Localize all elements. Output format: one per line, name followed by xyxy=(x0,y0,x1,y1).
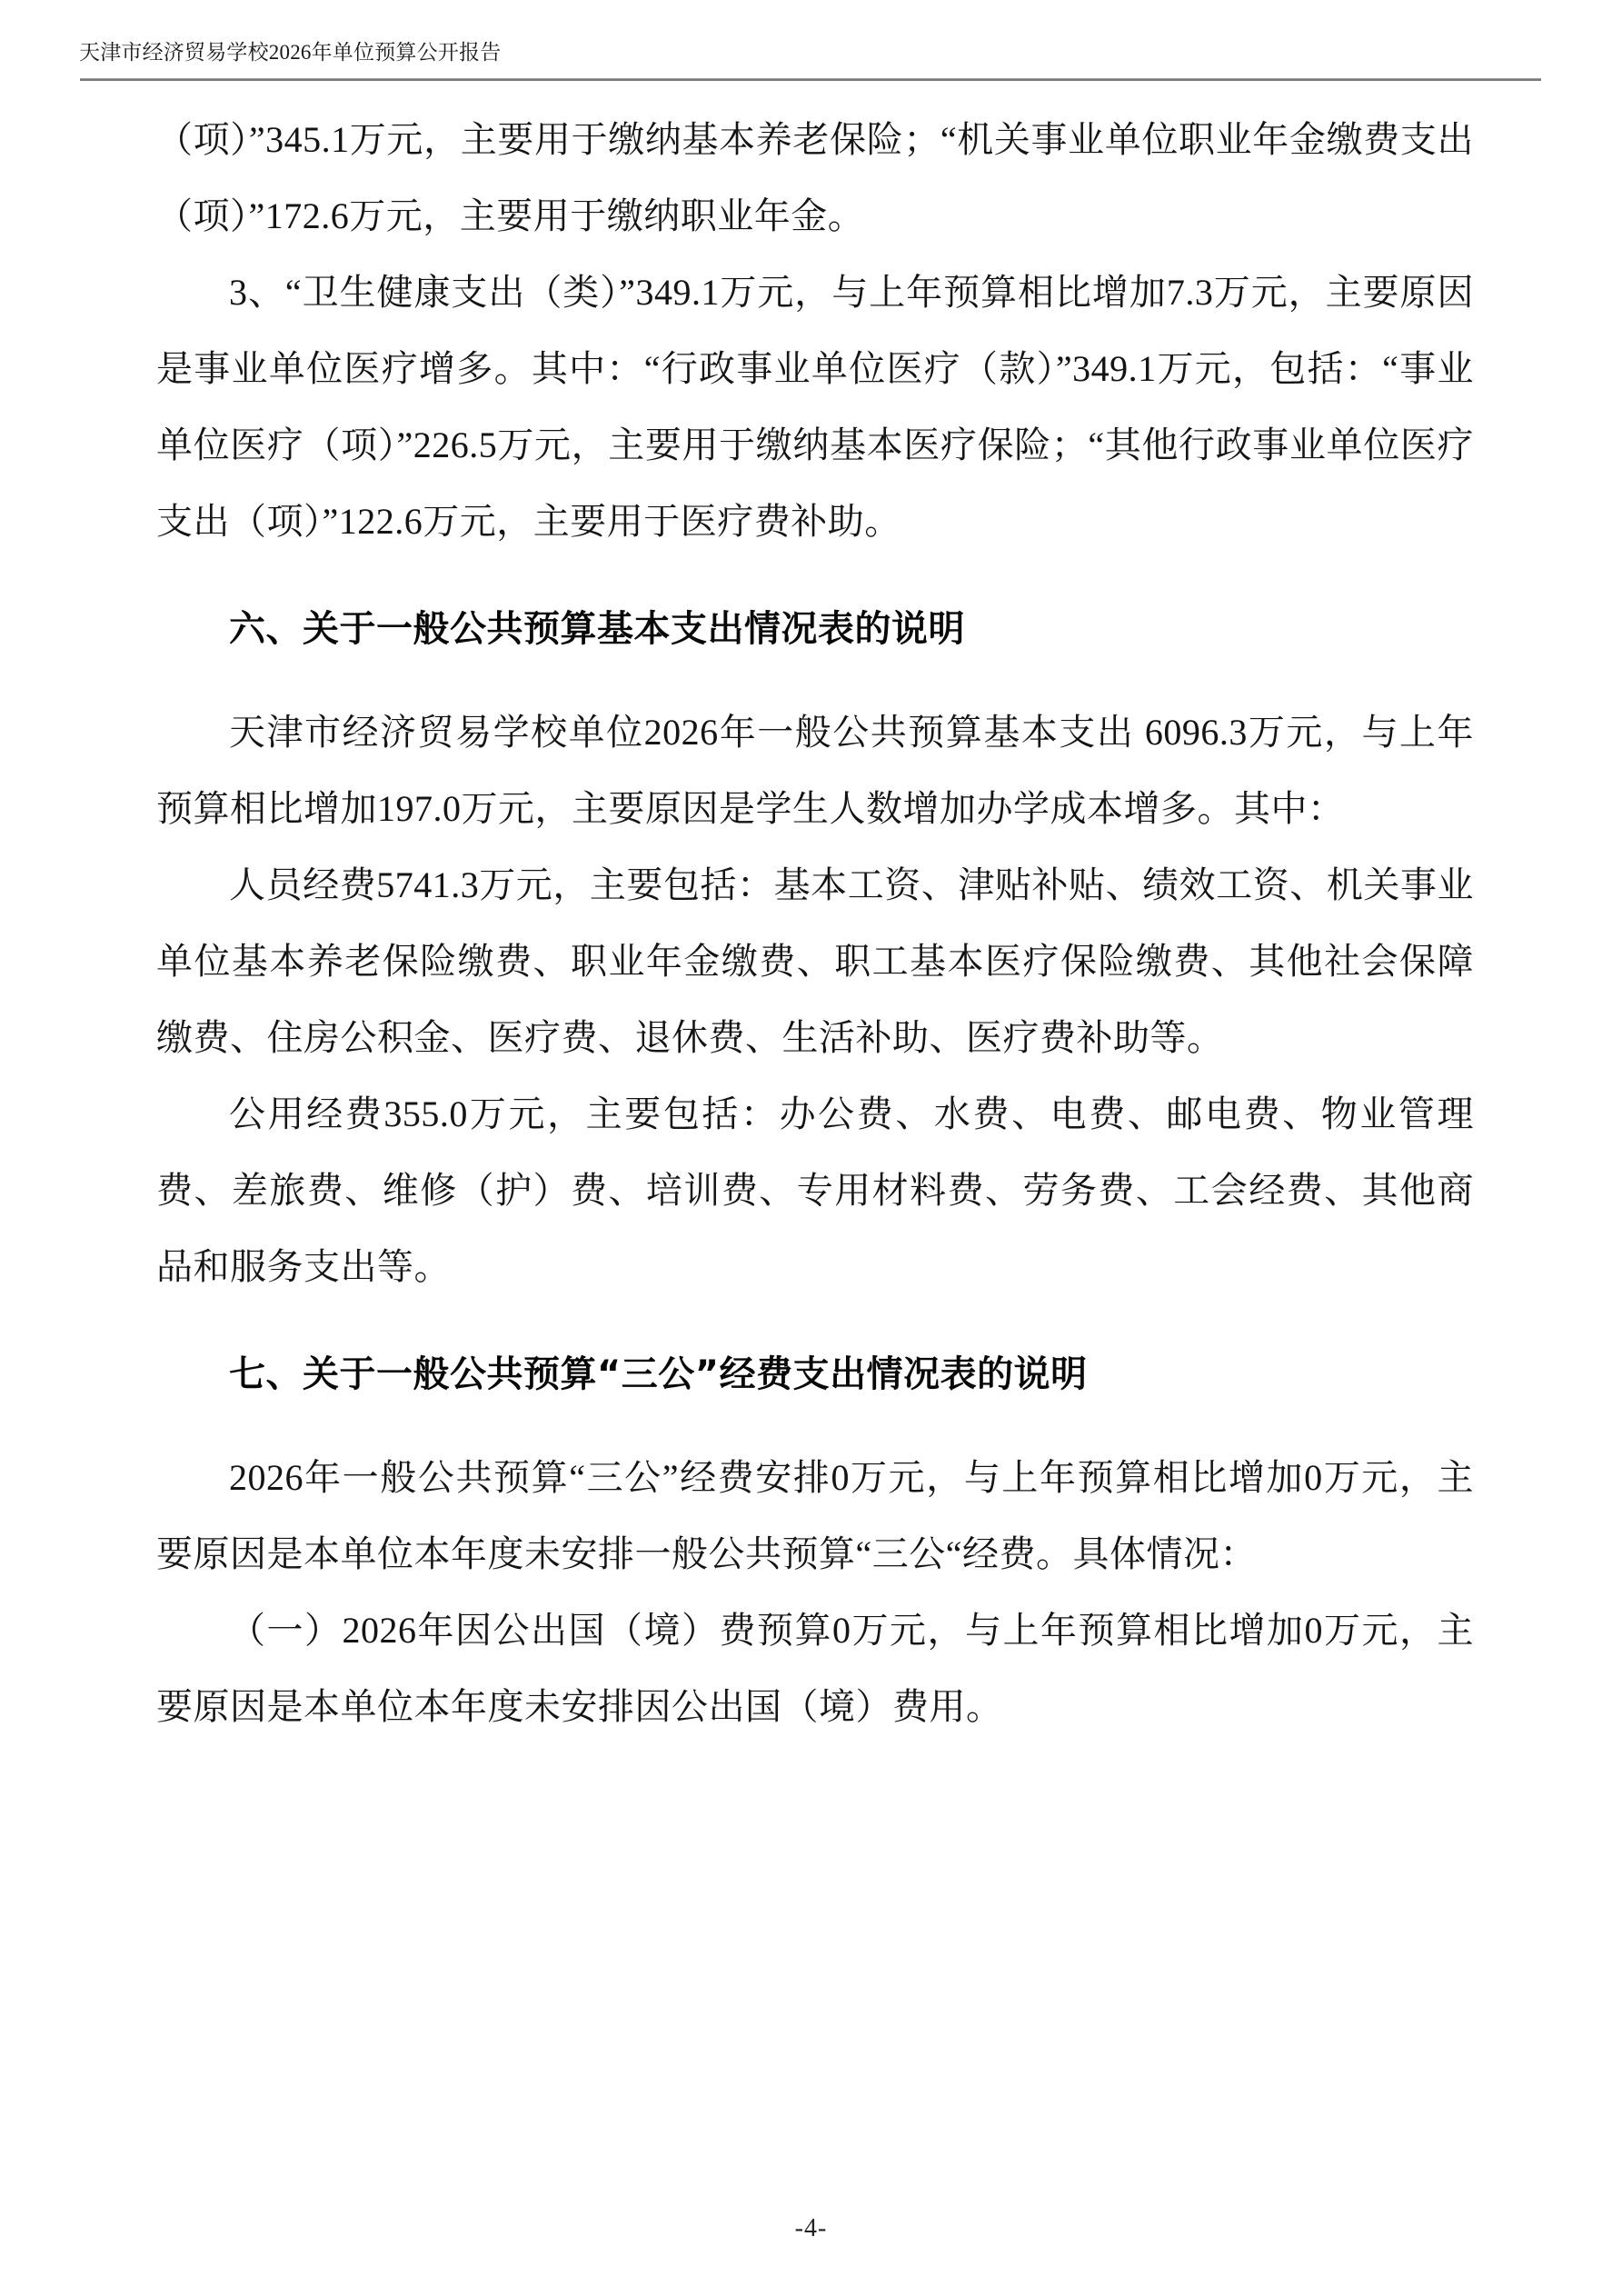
heading-spacer-bottom xyxy=(156,667,1474,694)
heading-spacer-top-2 xyxy=(156,1305,1474,1336)
heading-spacer-top xyxy=(156,560,1474,591)
page-header xyxy=(0,0,1622,84)
paragraph-three-public-expense: 2026年一般公共预算“三公”经费安排0万元，与上年预算相比增加0万元，主要原因是本单位本年度未安排一般公共预算“三公“经费。具体情况： xyxy=(156,1457,1474,1574)
paragraph-basic-expenditure-total: 天津市经济贸易学校单位2026年一般公共预算基本支出 6096.3万元，与上年预算相比增加197.0万元，主要原因是学生人数增加办学成本增多。其中： xyxy=(156,712,1474,829)
section-heading-seven: 七、关于一般公共预算“三公”经费支出情况表的说明 xyxy=(229,1353,1088,1395)
paragraph-public-expense: 公用经费355.0万元，主要包括：办公费、水费、电费、邮电费、物业管理费、差旅费、维修（护）费、培训费、专用材料费、劳务费、工会经费、其他商品和服务支出等。 xyxy=(156,1093,1474,1287)
heading-spacer-bottom-2 xyxy=(156,1413,1474,1440)
paragraph-health-expenditure: 3、“卫生健康支出（类）”349.1万元，与上年预算相比增加7.3万元，主要原因是事业单位医疗增多。其中：“行政事业单位医疗（款）”349.1万元，包括：“事业单位医疗（项）”226.5万元，主要用于缴纳基本医疗保险；“其他行政事业单位医疗支出（项）”122.6万元，主要用于医疗费补助。 xyxy=(156,272,1474,542)
paragraph-pension-annuity: （项）”345.1万元，主要用于缴纳基本养老保险；“机关事业单位职业年金缴费支出（项）”172.6万元，主要用于缴纳职业年金。 xyxy=(156,119,1474,236)
page-number: -4- xyxy=(794,2214,828,2242)
header-divider-rule xyxy=(80,78,1541,81)
paragraph-overseas-travel-expense: （一）2026年因公出国（境）费预算0万元，与上年预算相比增加0万元，主要原因是本单位本年度未安排因公出国（境）费用。 xyxy=(156,1610,1474,1727)
page-footer xyxy=(0,2214,1622,2243)
document-body xyxy=(156,102,1474,1745)
header-title: 天津市经济贸易学校2026年单位预算公开报告 xyxy=(79,41,502,64)
section-heading-six: 六、关于一般公共预算基本支出情况表的说明 xyxy=(229,608,965,650)
paragraph-personnel-expense: 人员经费5741.3万元，主要包括：基本工资、津贴补贴、绩效工资、机关事业单位基本养老保险缴费、职业年金缴费、职工基本医疗保险缴费、其他社会保障缴费、住房公积金、医疗费、退休费、生活补助、医疗费补助等。 xyxy=(156,864,1474,1058)
